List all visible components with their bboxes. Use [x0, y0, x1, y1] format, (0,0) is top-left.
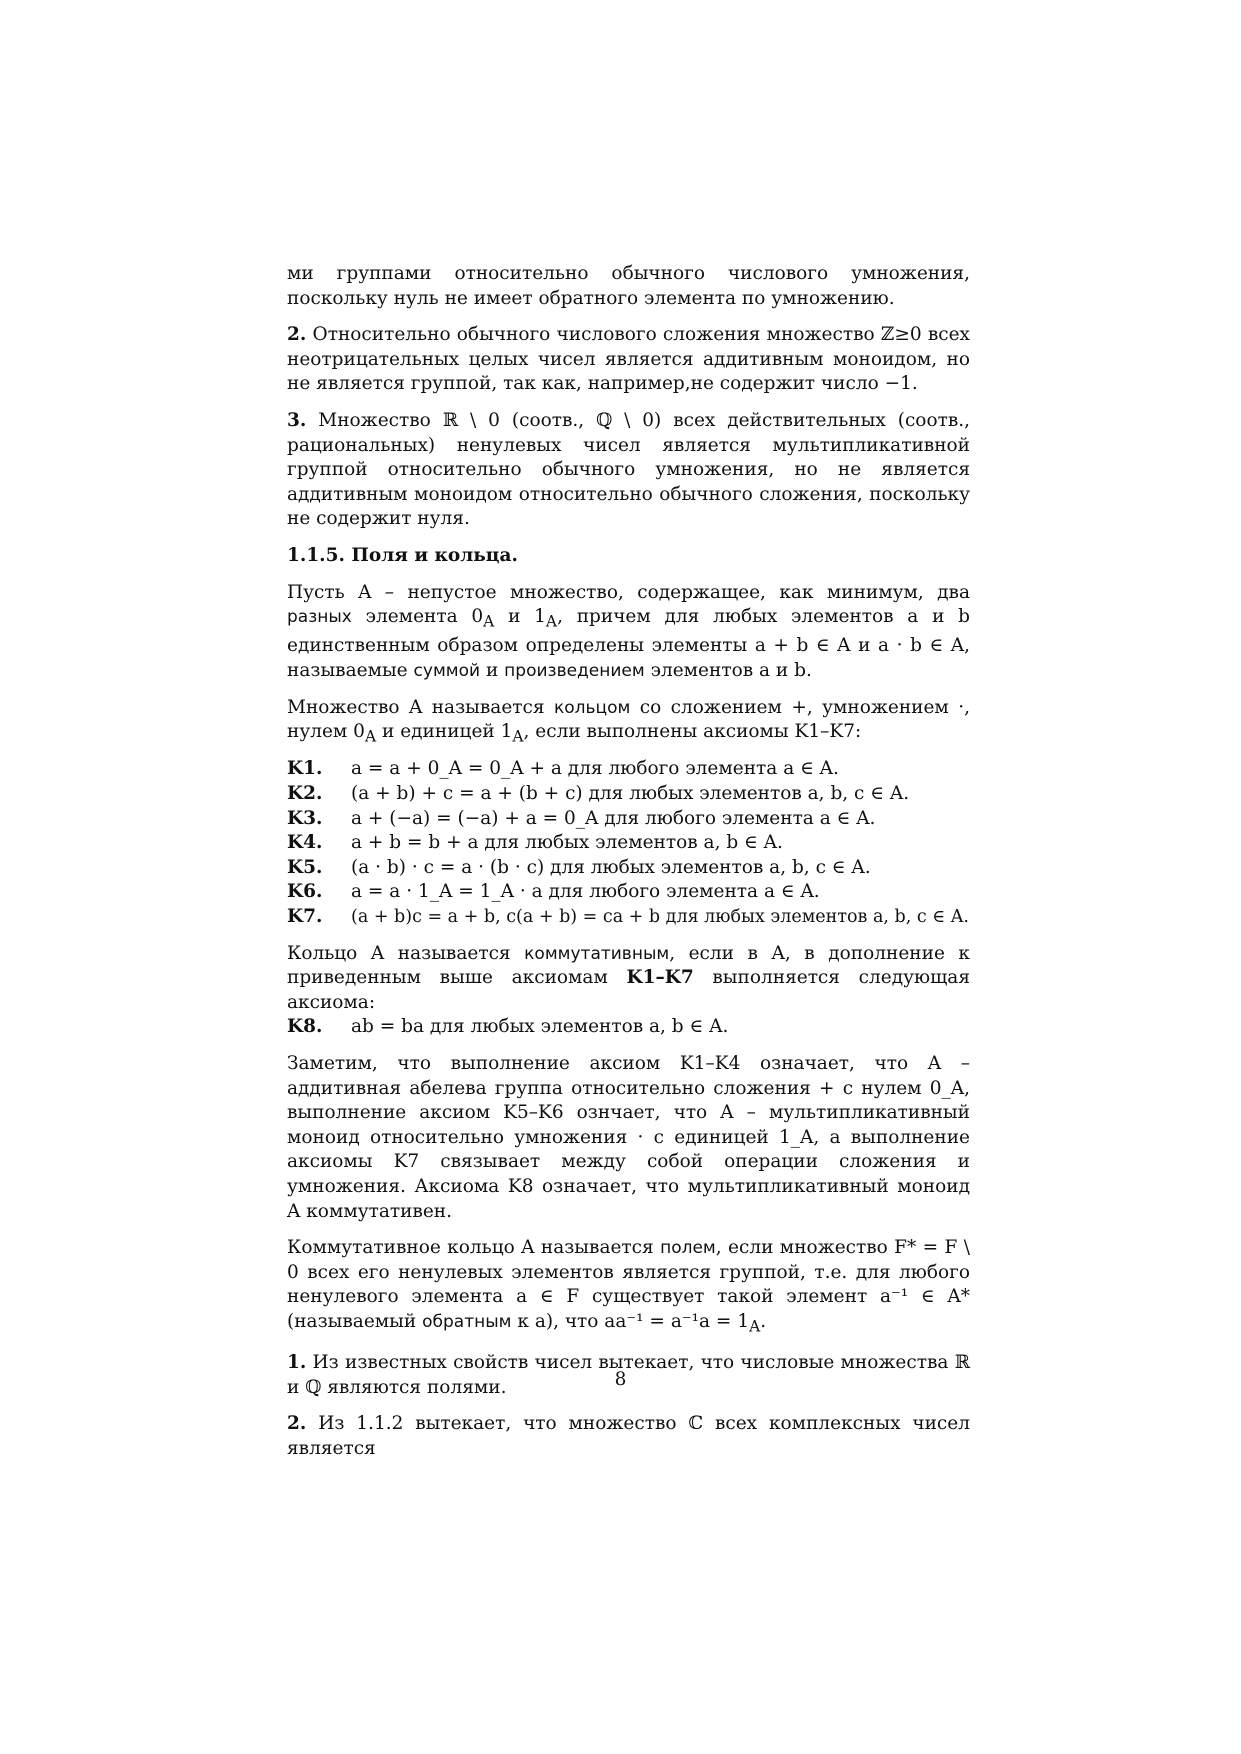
term-product: произведением — [504, 661, 645, 681]
axiom-tag: K4. — [287, 832, 323, 854]
field-text-a: Коммутативное кольцо A называется — [287, 1237, 654, 1259]
ring-text-e: , если выполнены аксиомы K1–K7: — [523, 721, 862, 743]
commutative-text-a: Кольцо A называется — [287, 942, 511, 964]
field-subscript: A — [749, 1317, 761, 1336]
axiom-tag: K8. — [287, 1016, 323, 1038]
commutative-axiom-range: K1–K7 — [626, 967, 694, 989]
ring-definition-paragraph — [287, 696, 970, 750]
axiom-text: a = a · 1_A = 1_A · a для любого элемента a ∈ A. — [351, 881, 820, 903]
axiom-text: a + (−a) = (−a) + a = 0_A для любого элемента a ∈ A. — [351, 807, 876, 829]
note-text: Заметим, что выполнение аксиом K1–K4 означает, что A – аддитивная абелева группа относительно сложения + с нулем 0_A, выполнение аксиом K5–K6 ознчает, что A – мультипликативный моноид относительно умножения · с единицей 1_A, а выполнение аксиомы K7 связывает между собой операции сложения и умножения. Аксиома K8 означает, что мультипликативный моноид A коммутативен. — [287, 1053, 970, 1222]
axiom-text: ab = ba для любых элементов a, b ∈ A. — [351, 1016, 729, 1038]
page-number: 8 — [614, 1369, 627, 1390]
subscript-b: A — [545, 612, 558, 631]
term-distinct: разных — [287, 607, 352, 628]
term-ring: кольцом — [553, 697, 631, 718]
axiom-tag: K1. — [287, 758, 323, 780]
page-body — [287, 262, 970, 1474]
field-definition-paragraph — [287, 1236, 970, 1339]
example-3-number: 3. — [287, 409, 307, 431]
axiom-item — [287, 782, 970, 807]
axiom-text: (a · b) · c = a · (b · c) для любых элементов a, b, c ∈ A. — [351, 856, 871, 878]
field-example-2-number: 2. — [287, 1413, 307, 1435]
axiom-tag: K5. — [287, 856, 323, 878]
section-title: 1.1.5. Поля и кольца. — [287, 544, 518, 566]
example-2-paragraph — [287, 323, 970, 397]
ring-text-a: Множество A называется — [287, 696, 545, 718]
axiom-tag: K6. — [287, 881, 323, 903]
axiom-tag: K2. — [287, 783, 323, 805]
definition-text-g: и — [485, 660, 499, 681]
field-example-1-text: Из известных свойств чисел вытекает, что числовые множества ℝ и ℚ являются полями. — [287, 1352, 970, 1398]
intro-text: ми группами относительно обычного числового умножения, поскольку нуль не имеет обратного элемента по умножению. — [287, 263, 970, 309]
field-text-e: к a), что aa⁻¹ = a⁻¹a = 1 — [517, 1310, 750, 1332]
note-paragraph — [287, 1052, 970, 1224]
ring-subscript-1: A — [364, 727, 377, 746]
axiom-k8 — [287, 1015, 970, 1040]
axiom-text: (a + b) + c = a + (b + c) для любых элементов a, b, c ∈ A. — [351, 783, 910, 805]
axiom-text: (a + b)c = a + b, c(a + b) = ca + b для любых элементов a, b, c ∈ A. — [351, 907, 969, 928]
axiom-text: a = a + 0_A = 0_A + a для любого элемента a ∈ A. — [351, 758, 839, 780]
example-2-text: Относительно обычного числового сложения множество ℤ≥0 всех неотрицательных целых чисел является аддитивным моноидом, но не является группой, так как, например,не содержит число −1. — [287, 324, 970, 395]
axiom-item — [287, 905, 970, 930]
intro-paragraph — [287, 262, 970, 311]
definition-text-i: элементов a и b. — [650, 660, 812, 681]
ring-text-d: и единицей 1 — [382, 721, 513, 743]
field-example-2-text: Из 1.1.2 вытекает, что множество ℂ всех комплексных чисел является — [287, 1413, 970, 1459]
field-text-c: , если множество F* = F \ 0 всех его ненулевых элементов является группой, т.е. для любого ненулевого элемента a ∈ F существует такой элемент a⁻¹ ∈ A* (называемый — [287, 1237, 970, 1332]
definition-paragraph — [287, 581, 970, 684]
term-field: полем — [660, 1238, 716, 1259]
definition-text-c: элемента 0 — [365, 606, 484, 628]
ring-subscript-2: A — [512, 727, 524, 746]
term-sum: суммой — [413, 661, 481, 681]
definition-text-e: , причем для любых элементов a и b единственным образом определены элементы a + b ∈ A и a · b ∈ A, называемые — [287, 606, 970, 681]
field-text-f: . — [760, 1310, 767, 1332]
subscript-a: A — [483, 612, 495, 631]
axiom-item — [287, 856, 970, 881]
axiom-text: a + b = b + a для любых элементов a, b ∈ A. — [351, 832, 783, 854]
axiom-item — [287, 807, 970, 832]
definition-text-d: и 1 — [508, 606, 546, 628]
example-2-number: 2. — [287, 324, 307, 346]
field-example-1-number: 1. — [287, 1352, 307, 1374]
commutative-text-e: выполняется следующая аксиома: — [287, 967, 970, 1013]
axiom-list — [287, 757, 970, 929]
term-commutative: коммутативным — [524, 943, 670, 964]
commutative-paragraph — [287, 942, 970, 1040]
axiom-tag: K3. — [287, 807, 323, 829]
example-3-paragraph — [287, 409, 970, 532]
field-example-2-paragraph — [287, 1412, 970, 1461]
term-inverse: обратным — [422, 1311, 512, 1332]
axiom-tag: K7. — [287, 906, 323, 928]
axiom-item — [287, 757, 970, 782]
ring-text-c: со сложением +, умножением ·, нулем 0 — [287, 696, 970, 743]
definition-text-a: Пусть A – непустое множество, содержащее, как минимум, два — [287, 581, 970, 603]
axiom-item — [287, 880, 970, 905]
commutative-text-c: , если в A, в дополнение к приведенным выше аксиомам — [287, 942, 970, 989]
example-3-text: Множество ℝ \ 0 (соотв., ℚ \ 0) всех действительных (соотв., рациональных) ненулевых чисел является мультипликативной группой относительно обычного умножения, но не является аддитивным моноидом относительно обычного сложения, поскольку не содержит нуля. — [287, 409, 970, 530]
axiom-item — [287, 831, 970, 856]
